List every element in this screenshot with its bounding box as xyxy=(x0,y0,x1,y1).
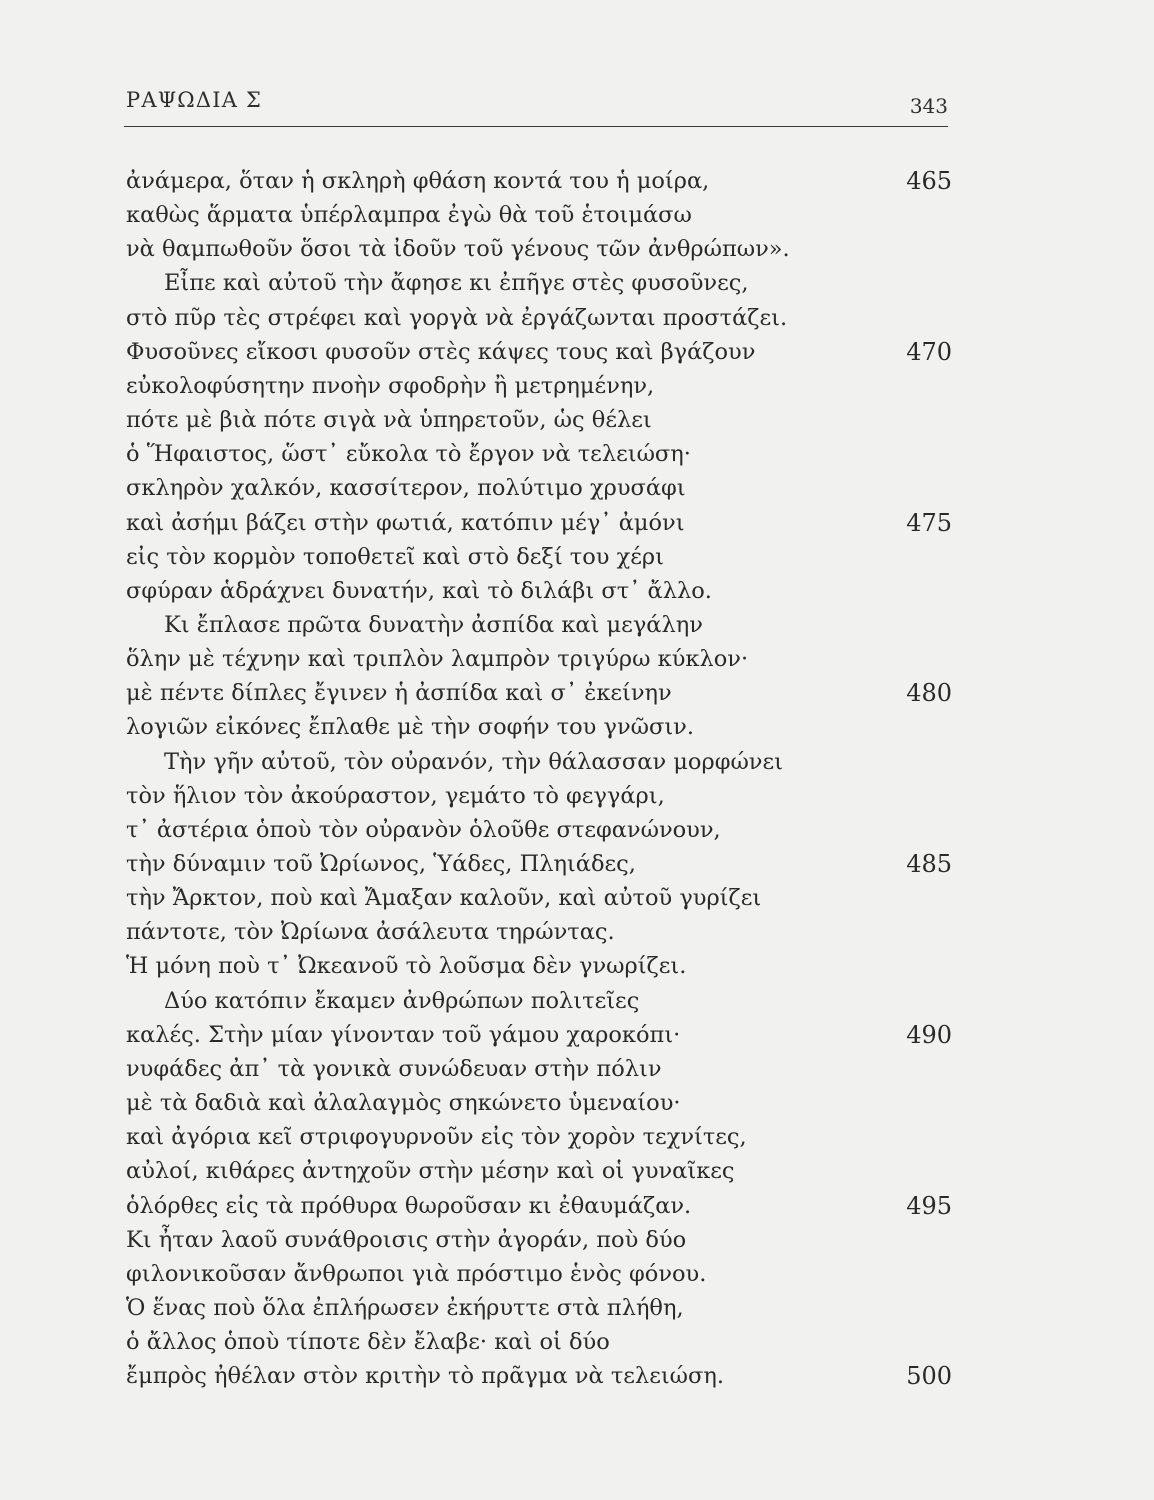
verse-line: Δύο κατόπιν ἔκαμεν ἀνθρώπων πολιτεῖες xyxy=(164,988,640,1014)
verse-line: Κι ἦταν λαοῦ συνάθροισις στὴν ἀγοράν, ποὺ δύο xyxy=(126,1227,687,1253)
verse-line: τὸν ἥλιον τὸν ἀκούραστον, γεμάτο τὸ φεγγάρι, xyxy=(126,783,665,809)
line-number: 465 xyxy=(906,167,952,195)
verse-line: καθὼς ἅρματα ὑπέρλαμπρα ἐγὼ θὰ τοῦ ἑτοιμάσω xyxy=(126,202,692,228)
verse-line: πότε μὲ βιὰ πότε σιγὰ νὰ ὑπηρετοῦν, ὡς θέλει xyxy=(126,407,652,433)
verse-line: ὅλην μὲ τέχνην καὶ τριπλὸν λαμπρὸν τριγύρω κύκλον· xyxy=(126,646,749,672)
verse-line: εἰς τὸν κορμὸν τοποθετεῖ καὶ στὸ δεξί του χέρι xyxy=(126,544,664,570)
verse-line: Ὁ ἕνας ποὺ ὅλα ἐπλήρωσεν ἐκήρυττε στὰ πλήθη, xyxy=(126,1295,684,1321)
page-number: 343 xyxy=(909,94,948,118)
verse-line: ἀνάμερα, ὅταν ἡ σκληρὴ φθάση κοντά του ἡ μοίρα, xyxy=(126,168,710,194)
verse-line: νυφάδες ἀπ᾽ τὰ γονικὰ συνώδευαν στὴν πόλιν xyxy=(126,1056,662,1082)
verse-line: καλές. Στὴν μίαν γίνονταν τοῦ γάμου χαροκόπι· xyxy=(126,1022,681,1048)
verse-line: αὐλοί, κιθάρες ἀντηχοῦν στὴν μέσην καὶ οἱ γυναῖκες xyxy=(126,1158,735,1184)
verse-line: τὴν δύναμιν τοῦ Ὠρίωνος, Ὑάδες, Πληιάδες, xyxy=(126,851,636,877)
verse-line: Ἡ μόνη ποὺ τ᾽ Ὠκεανοῦ τὸ λοῦσμα δὲν γνωρίζει. xyxy=(126,953,687,979)
verse-line: καὶ ἀσήμι βάζει στὴν φωτιά, κατόπιν μέγ᾽ ἀμόνι xyxy=(126,510,685,536)
verse-line: τ᾽ ἀστέρια ὁποὺ τὸν οὐρανὸν ὁλοῦθε στεφανώνουν, xyxy=(126,817,721,843)
verse-line: Τὴν γῆν αὐτοῦ, τὸν οὐρανόν, τὴν θάλασσαν μορφώνει xyxy=(164,749,783,775)
verse-line: Εἶπε καὶ αὐτοῦ τὴν ἄφησε κι ἐπῆγε στὲς φυσοῦνες, xyxy=(164,270,749,296)
line-number: 485 xyxy=(906,850,952,878)
verse-line: σκληρὸν χαλκόν, κασσίτερον, πολύτιμο χρυσάφι xyxy=(126,475,686,501)
verse-line: ὁ Ἥφαιστος, ὥστ᾽ εὔκολα τὸ ἔργον νὰ τελειώση· xyxy=(126,441,691,467)
verse-line: ὁλόρθες εἰς τὰ πρόθυρα θωροῦσαν κι ἐθαυμάζαν. xyxy=(126,1193,692,1219)
verse-line: στὸ πῦρ τὲς στρέφει καὶ γοργὰ νὰ ἐργάζωνται προστάζει. xyxy=(126,305,788,331)
verse-line: σφύραν ἁδράχνει δυνατήν, καὶ τὸ διλάβι στ᾽ ἄλλο. xyxy=(126,578,712,604)
running-head-title: ΡΑΨΩΔΙΑ Σ xyxy=(126,88,263,112)
line-number: 490 xyxy=(906,1021,952,1049)
line-number: 470 xyxy=(906,338,952,366)
line-number: 475 xyxy=(906,509,952,537)
verse-line: Φυσοῦνες εἴκοσι φυσοῦν στὲς κάψες τους καὶ βγάζουν xyxy=(126,339,756,365)
verse-line: μὲ τὰ δαδιὰ καὶ ἀλαλαγμὸς σηκώνετο ὑμεναίου· xyxy=(126,1090,681,1116)
verse-line: λογιῶν εἰκόνες ἔπλαθε μὲ τὴν σοφήν του γνῶσιν. xyxy=(126,714,694,740)
verse-line: ἔμπρὸς ἠθέλαν στὸν κριτὴν τὸ πρᾶγμα νὰ τελειώση. xyxy=(126,1363,725,1389)
verse-line: πάντοτε, τὸν Ὠρίωνα ἀσάλευτα τηρώντας. xyxy=(126,919,615,945)
line-number: 500 xyxy=(906,1362,952,1390)
verse-line: καὶ ἀγόρια κεῖ στριφογυρνοῦν εἰς τὸν χορὸν τεχνίτες, xyxy=(126,1124,747,1150)
verse-line: μὲ πέντε δίπλες ἔγινεν ἡ ἀσπίδα καὶ σ᾽ ἐκείνην xyxy=(126,680,672,706)
verse-line: εὐκολοφύσητην πνοὴν σφοδρὴν ἢ μετρημένην, xyxy=(126,373,655,399)
line-number: 495 xyxy=(906,1192,952,1220)
verse-line: νὰ θαμπωθοῦν ὅσοι τὰ ἰδοῦν τοῦ γένους τῶν ἀνθρώπων». xyxy=(126,236,790,262)
line-number: 480 xyxy=(906,679,952,707)
verse-line: τὴν Ἄρκτον, ποὺ καὶ Ἄμαξαν καλοῦν, καὶ αὐτοῦ γυρίζει xyxy=(126,885,762,911)
verse-line: Κι ἔπλασε πρῶτα δυνατὴν ἀσπίδα καὶ μεγάλην xyxy=(164,612,703,638)
verse-line: ὁ ἄλλος ὁποὺ τίποτε δὲν ἔλαβε· καὶ οἱ δύο xyxy=(126,1329,610,1355)
verse-line: φιλονικοῦσαν ἄνθρωποι γιὰ πρόστιμο ἑνὸς φόνου. xyxy=(126,1261,707,1287)
